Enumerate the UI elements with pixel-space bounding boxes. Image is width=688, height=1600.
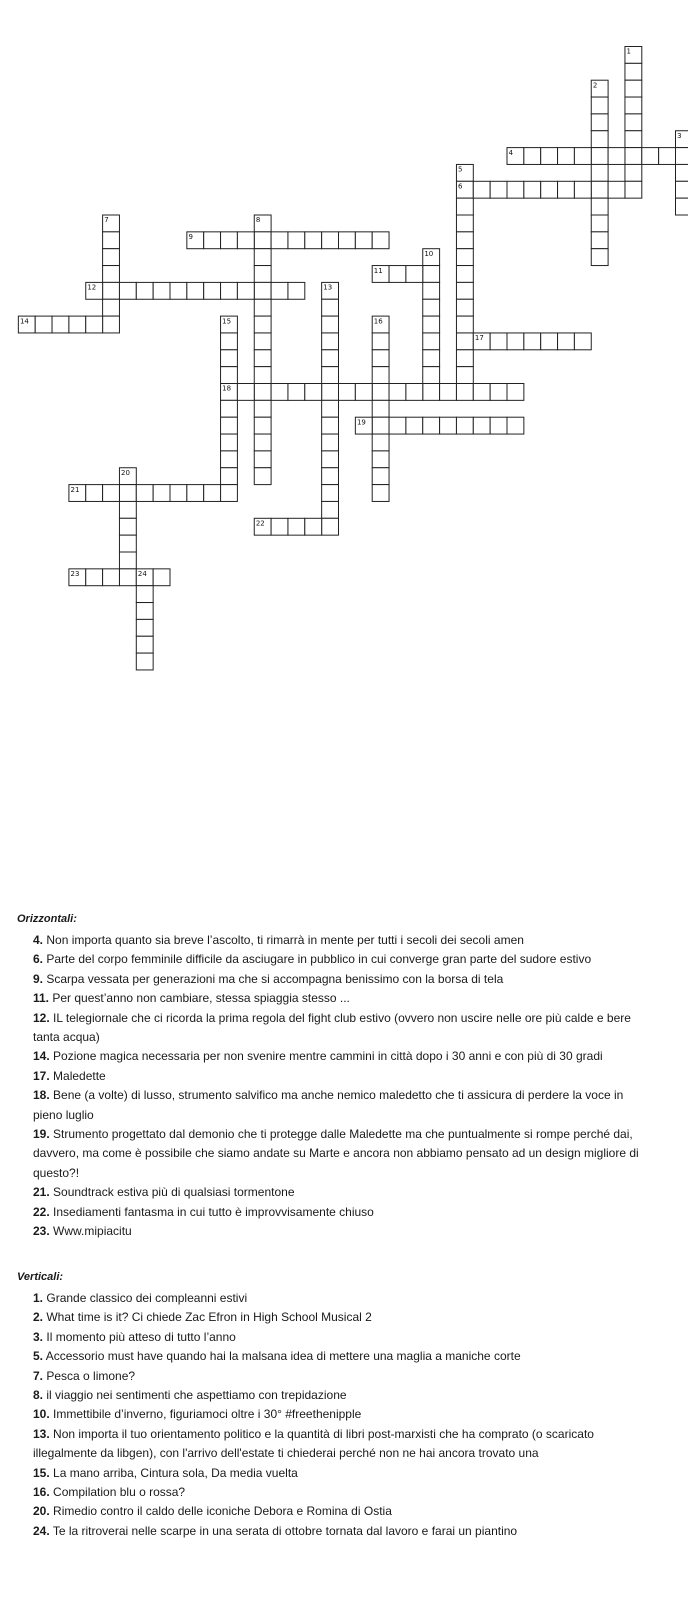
grid-cell[interactable]: [288, 384, 305, 401]
grid-cell[interactable]: [676, 198, 688, 215]
clue-text: Pesca o limone?: [46, 1368, 136, 1383]
clue-text: Accessorio must have quando hai la malsana idea di mettere una maglia a maniche corte: [45, 1349, 521, 1364]
clue-number: 21.: [33, 1185, 50, 1200]
grid-cell[interactable]: [591, 164, 608, 181]
grid-cell[interactable]: [187, 282, 204, 299]
grid-cell[interactable]: [541, 181, 558, 198]
grid-cell[interactable]: [322, 518, 339, 535]
cell-number: 19: [356, 418, 366, 427]
cell-number: 22: [255, 519, 265, 528]
clue-number: 7.: [33, 1368, 44, 1383]
grid-cell[interactable]: [490, 181, 507, 198]
grid-cell[interactable]: [389, 266, 406, 283]
down-clue-10: [33, 1405, 650, 1424]
across-clue-11: [33, 989, 650, 1008]
grid-cell[interactable]: [170, 485, 187, 502]
grid-cell[interactable]: [456, 215, 473, 232]
grid-cell[interactable]: [322, 501, 339, 518]
grid-cell[interactable]: [271, 518, 288, 535]
cell-number: 8: [255, 216, 261, 225]
cell-number: 9: [188, 233, 193, 242]
grid-cell[interactable]: [322, 468, 339, 485]
grid-cell[interactable]: [507, 417, 524, 434]
grid-cell[interactable]: [103, 299, 120, 316]
grid-cell[interactable]: [136, 653, 153, 670]
grid-cell[interactable]: [625, 164, 642, 181]
clue-number: 24.: [33, 1523, 50, 1538]
clue-number: 18.: [33, 1088, 50, 1103]
grid-cell[interactable]: [221, 333, 238, 350]
grid-cell[interactable]: [339, 232, 356, 249]
grid-cell[interactable]: [440, 417, 457, 434]
clue-number: 11.: [33, 991, 50, 1006]
grid-cell[interactable]: [591, 232, 608, 249]
grid-cell[interactable]: [170, 282, 187, 299]
grid-cell[interactable]: [456, 266, 473, 283]
clue-text: Non importa quanto sia breve l’ascolto, ti rimarrà in mente per tutti i secoli dei secoli amen: [46, 933, 524, 947]
grid-cell[interactable]: [103, 282, 120, 299]
grid-cell[interactable]: [254, 282, 271, 299]
clue-number: 3.: [33, 1329, 44, 1344]
down-clue-24: [33, 1522, 650, 1541]
grid-cell[interactable]: [440, 384, 457, 401]
cell-number: 13: [323, 283, 333, 292]
grid-cell[interactable]: [625, 97, 642, 114]
grid-cell[interactable]: [86, 569, 103, 586]
grid-cell[interactable]: [456, 299, 473, 316]
grid-cell[interactable]: [69, 316, 86, 333]
across-clue-9: [33, 970, 650, 989]
clue-text: Bene (a volte) di lusso, strumento salvifico ma anche nemico maledetto che ti assicura di perdere la voce in pieno luglio: [33, 1088, 624, 1122]
grid-cell[interactable]: [524, 333, 541, 350]
cell-number: 17: [474, 334, 484, 343]
grid-cell[interactable]: [136, 636, 153, 653]
down-heading: Verticali:: [17, 1271, 64, 1283]
grid-cell[interactable]: [389, 417, 406, 434]
grid-cell[interactable]: [322, 232, 339, 249]
down-clue-13: [33, 1425, 650, 1464]
down-clue-3: [33, 1328, 650, 1347]
grid-cell[interactable]: [322, 434, 339, 451]
grid-cell[interactable]: [456, 350, 473, 367]
clue-number: 12.: [33, 1010, 50, 1025]
clue-number: 23.: [33, 1224, 50, 1239]
grid-cell[interactable]: [322, 316, 339, 333]
grid-cell[interactable]: [625, 80, 642, 97]
down-clue-5: [33, 1347, 650, 1366]
grid-cell[interactable]: [136, 586, 153, 603]
down-clue-1: [33, 1289, 650, 1308]
clue-text: Immettibile d’inverno, figuriamoci oltre i 30° #freethenipple: [53, 1407, 362, 1422]
clue-number: 10.: [33, 1407, 50, 1422]
across-clue-17: [33, 1067, 650, 1086]
grid-cell[interactable]: [591, 148, 608, 165]
cell-number: 2: [592, 81, 598, 90]
grid-cell[interactable]: [136, 485, 153, 502]
grid-cell[interactable]: [423, 333, 440, 350]
grid-cell[interactable]: [625, 63, 642, 80]
grid-cell[interactable]: [456, 232, 473, 249]
grid-cell[interactable]: [676, 164, 688, 181]
grid-cell[interactable]: [103, 569, 120, 586]
grid-cell[interactable]: [322, 367, 339, 384]
grid-cell[interactable]: [237, 232, 254, 249]
down-clue-8: [33, 1386, 650, 1405]
grid-cell[interactable]: [558, 333, 575, 350]
grid-cell[interactable]: [153, 485, 170, 502]
grid-cell[interactable]: [136, 603, 153, 620]
cell-number: 21: [70, 485, 80, 494]
grid-cell[interactable]: [271, 232, 288, 249]
clue-number: 4.: [33, 933, 44, 947]
clue-text: Il momento più atteso di tutto l’anno: [46, 1329, 236, 1344]
grid-cell[interactable]: [103, 266, 120, 283]
down-clue-list: [0, 1289, 688, 1541]
grid-cell[interactable]: [608, 181, 625, 198]
grid-cell[interactable]: [676, 181, 688, 198]
grid-cell[interactable]: [507, 384, 524, 401]
clue-number: 19.: [33, 1127, 50, 1142]
down-clue-16: [33, 1483, 650, 1502]
grid-cell[interactable]: [456, 282, 473, 299]
cell-number: 18: [222, 384, 232, 393]
grid-cell[interactable]: [591, 215, 608, 232]
grid-cell[interactable]: [558, 181, 575, 198]
grid-cell[interactable]: [136, 619, 153, 636]
grid-cell[interactable]: [406, 417, 423, 434]
grid-cell[interactable]: [490, 333, 507, 350]
grid-cell[interactable]: [625, 114, 642, 131]
grid-cell[interactable]: [389, 384, 406, 401]
grid-cell[interactable]: [119, 485, 136, 502]
grid-cell[interactable]: [221, 417, 238, 434]
grid-cell[interactable]: [355, 384, 372, 401]
cell-number: 5: [458, 165, 463, 174]
grid-cell[interactable]: [204, 232, 221, 249]
across-clue-23: [33, 1222, 650, 1241]
across-heading: Orizzontali:: [17, 913, 77, 925]
clue-text: Grande classico dei compleanni estivi: [46, 1291, 248, 1305]
grid-cell[interactable]: [322, 485, 339, 502]
grid-cell[interactable]: [35, 316, 52, 333]
across-clue-4: [33, 931, 650, 950]
grid-cell[interactable]: [288, 232, 305, 249]
grid-cell[interactable]: [423, 299, 440, 316]
grid-cell[interactable]: [254, 384, 271, 401]
grid-cell[interactable]: [372, 417, 389, 434]
clue-text: Non importa il tuo orientamento politico e la quantità di libri post-marxisti che ha comprato (o scaricato illegalmente da libgen), con l'arrivo dell'estate ti chiederai perché non ne hai ancora trovato una: [33, 1426, 594, 1461]
grid-cell[interactable]: [322, 417, 339, 434]
grid-cell[interactable]: [254, 468, 271, 485]
down-clue-15: [33, 1464, 650, 1483]
clue-text: Compilation blu o rossa?: [53, 1485, 186, 1500]
grid-cell[interactable]: [254, 350, 271, 367]
clue-text: La mano arriba, Cintura sola, Da media vuelta: [53, 1465, 298, 1480]
grid-cell[interactable]: [423, 266, 440, 283]
grid-cell[interactable]: [423, 417, 440, 434]
grid-cell[interactable]: [541, 333, 558, 350]
grid-cell[interactable]: [456, 316, 473, 333]
grid-cell[interactable]: [254, 249, 271, 266]
grid-cell[interactable]: [423, 384, 440, 401]
down-clue-2: [33, 1308, 650, 1327]
cell-number: 20: [121, 468, 130, 477]
clue-number: 15.: [33, 1465, 50, 1480]
grid-cell[interactable]: [591, 97, 608, 114]
across-clue-14: [33, 1047, 650, 1066]
grid-cell[interactable]: [339, 384, 356, 401]
grid-cell[interactable]: [676, 148, 688, 165]
across-clue-6: [33, 950, 650, 969]
grid-cell[interactable]: [423, 350, 440, 367]
clue-text: Scarpa vessata per generazioni ma che si accompagna benissimo con la borsa di tela: [46, 971, 504, 986]
grid-cell[interactable]: [423, 316, 440, 333]
clue-text: Strumento progettato dal demonio che ti protegge dalle Maledette ma che puntualmente si rompe perché dai, davvero, ma come è possibile che siamo andate su Marte e ancora non abbiamo pensato ad un design migliore di questo?!: [33, 1127, 639, 1180]
grid-cell[interactable]: [372, 367, 389, 384]
cell-number: 12: [87, 283, 97, 292]
clue-text: Parte del corpo femminile difficile da asciugare in pubblico in cui converge gran parte del sudore estivo: [46, 952, 592, 967]
grid-cell[interactable]: [524, 181, 541, 198]
clue-text: Per quest’anno non cambiare, stessa spiaggia stesso ...: [52, 991, 350, 1006]
grid-cell[interactable]: [86, 485, 103, 502]
grid-cell[interactable]: [322, 451, 339, 468]
grid-cell[interactable]: [456, 367, 473, 384]
grid-cell[interactable]: [271, 282, 288, 299]
grid-cell[interactable]: [254, 299, 271, 316]
clue-text: Www.mipiacitu: [53, 1224, 132, 1239]
grid-cell[interactable]: [254, 434, 271, 451]
grid-cell[interactable]: [372, 451, 389, 468]
grid-cell[interactable]: [221, 485, 238, 502]
grid-cell[interactable]: [305, 232, 322, 249]
grid-cell[interactable]: [322, 384, 339, 401]
clue-number: 5.: [33, 1349, 44, 1364]
grid-cell[interactable]: [406, 266, 423, 283]
clue-number: 2.: [33, 1310, 44, 1325]
grid-cell[interactable]: [119, 569, 136, 586]
across-clues: [0, 913, 688, 1242]
grid-cell[interactable]: [187, 485, 204, 502]
grid-cell[interactable]: [254, 400, 271, 417]
grid-cell[interactable]: [221, 400, 238, 417]
grid-cell[interactable]: [507, 333, 524, 350]
cell-number: 10: [424, 249, 434, 258]
grid-cell[interactable]: [372, 468, 389, 485]
grid-cell[interactable]: [322, 333, 339, 350]
grid-cell[interactable]: [254, 232, 271, 249]
cell-number: 16: [373, 317, 383, 326]
grid-cell[interactable]: [254, 316, 271, 333]
clue-text: Soundtrack estiva più di qualsiasi tormentone: [53, 1185, 295, 1200]
clue-number: 1.: [33, 1291, 44, 1305]
grid-cell[interactable]: [305, 384, 322, 401]
grid-cell[interactable]: [591, 249, 608, 266]
cell-number: 23: [70, 570, 80, 579]
grid-cell[interactable]: [288, 518, 305, 535]
grid-cell[interactable]: [625, 131, 642, 148]
grid-cell[interactable]: [119, 552, 136, 569]
grid-cell[interactable]: [119, 535, 136, 552]
grid-cell[interactable]: [237, 384, 254, 401]
grid-cell[interactable]: [642, 148, 659, 165]
grid-cell[interactable]: [204, 282, 221, 299]
across-clue-19: [33, 1125, 650, 1183]
grid-cell[interactable]: [372, 333, 389, 350]
clue-text: IL telegiornale che ci ricorda la prima regola del fight club estivo (ovvero non uscire nelle ore più calde e bere tanta acqua): [33, 1010, 631, 1045]
grid-cell[interactable]: [103, 249, 120, 266]
clue-text: Pozione magica necessaria per non svenire mentre cammini in città dopo i 30 anni e con più di 30 gradi: [53, 1049, 603, 1064]
grid-cell[interactable]: [574, 181, 591, 198]
grid-cell[interactable]: [406, 384, 423, 401]
grid-cell[interactable]: [490, 384, 507, 401]
grid-cell[interactable]: [591, 114, 608, 131]
clue-number: 16.: [33, 1485, 50, 1500]
across-clue-22: [33, 1203, 650, 1222]
grid-cell[interactable]: [591, 198, 608, 215]
grid-cell[interactable]: [574, 333, 591, 350]
grid-cell[interactable]: [456, 249, 473, 266]
grid-cell[interactable]: [221, 350, 238, 367]
grid-cell[interactable]: [322, 400, 339, 417]
grid-cell[interactable]: [456, 384, 473, 401]
cell-number: 7: [104, 216, 109, 225]
grid-cell[interactable]: [153, 569, 170, 586]
grid-cell[interactable]: [372, 232, 389, 249]
grid-cell[interactable]: [490, 417, 507, 434]
clue-number: 20.: [33, 1504, 50, 1519]
grid-cell[interactable]: [625, 181, 642, 198]
clue-number: 22.: [33, 1204, 50, 1219]
clue-text: Maledette: [53, 1068, 106, 1083]
grid-cell[interactable]: [288, 282, 305, 299]
down-clues: [0, 1271, 688, 1541]
grid-cell[interactable]: [574, 148, 591, 165]
grid-cell[interactable]: [204, 485, 221, 502]
grid-cell[interactable]: [271, 384, 288, 401]
grid-cell[interactable]: [221, 282, 238, 299]
grid-cell[interactable]: [558, 148, 575, 165]
clue-text: Te la ritroverai nelle scarpe in una serata di ottobre tornata dal lavoro e farai un piantino: [52, 1523, 518, 1538]
grid-cell[interactable]: [507, 181, 524, 198]
cell-number: 14: [19, 317, 29, 326]
clue-text: il viaggio nei sentimenti che aspettiamo con trepidazione: [46, 1388, 347, 1403]
grid-cell[interactable]: [608, 148, 625, 165]
cell-number: 11: [373, 266, 383, 275]
grid-cell[interactable]: [254, 451, 271, 468]
grid-cell[interactable]: [52, 316, 69, 333]
grid-cell[interactable]: [456, 198, 473, 215]
grid-cell[interactable]: [473, 417, 490, 434]
across-clue-21: [33, 1183, 650, 1202]
grid-cell[interactable]: [372, 434, 389, 451]
grid-cell[interactable]: [591, 181, 608, 198]
down-clue-20: [33, 1502, 650, 1521]
grid-cell[interactable]: [103, 316, 120, 333]
grid-cell[interactable]: [254, 333, 271, 350]
grid-cell[interactable]: [119, 282, 136, 299]
cell-number: 1: [626, 47, 632, 56]
cell-number: 15: [222, 317, 232, 326]
grid-cell[interactable]: [456, 417, 473, 434]
grid-cell[interactable]: [86, 316, 103, 333]
clue-text: What time is it? Ci chiede Zac Efron in High School Musical 2: [46, 1310, 372, 1325]
grid-cell[interactable]: [221, 232, 238, 249]
grid-cell[interactable]: [254, 367, 271, 384]
clue-text: Insediamenti fantasma in cui tutto è improvvisamente chiuso: [53, 1204, 374, 1219]
grid-cell[interactable]: [372, 350, 389, 367]
clue-number: 8.: [33, 1388, 44, 1403]
grid-cell[interactable]: [322, 299, 339, 316]
grid-cell[interactable]: [541, 148, 558, 165]
clue-number: 17.: [33, 1068, 50, 1083]
grid-cell[interactable]: [221, 468, 238, 485]
across-clue-18: [33, 1086, 650, 1125]
across-clue-12: [33, 1009, 650, 1048]
grid-cell[interactable]: [372, 384, 389, 401]
grid-cell[interactable]: [625, 148, 642, 165]
grid-cell[interactable]: [136, 282, 153, 299]
grid-cell[interactable]: [372, 400, 389, 417]
grid-cell[interactable]: [456, 333, 473, 350]
grid-cell[interactable]: [423, 282, 440, 299]
down-clue-7: [33, 1367, 650, 1386]
grid-cell[interactable]: [372, 485, 389, 502]
grid-cell[interactable]: [473, 384, 490, 401]
grid-cell[interactable]: [591, 131, 608, 148]
cell-number: 4: [508, 148, 514, 157]
grid-cell[interactable]: [119, 518, 136, 535]
clue-number: 6.: [33, 952, 44, 967]
grid-cell[interactable]: [237, 282, 254, 299]
grid-cell[interactable]: [524, 148, 541, 165]
grid-cell[interactable]: [322, 350, 339, 367]
grid-cell[interactable]: [221, 367, 238, 384]
clue-number: 13.: [33, 1426, 50, 1441]
clue-text: Rimedio contro il caldo delle iconiche Debora e Romina di Ostia: [53, 1504, 392, 1519]
cell-number: 24: [137, 570, 147, 579]
clue-number: 9.: [33, 971, 44, 986]
grid-cell[interactable]: [103, 485, 120, 502]
cell-number: 3: [677, 131, 682, 140]
grid-cell[interactable]: [221, 451, 238, 468]
grid-cell[interactable]: [103, 232, 120, 249]
grid-cell[interactable]: [423, 367, 440, 384]
grid-cell[interactable]: [254, 417, 271, 434]
clue-number: 14.: [33, 1049, 50, 1064]
grid-cell[interactable]: [355, 232, 372, 249]
grid-cell[interactable]: [221, 434, 238, 451]
grid-cell[interactable]: [153, 282, 170, 299]
across-clue-list: [0, 931, 688, 1242]
grid-cell[interactable]: [119, 501, 136, 518]
cell-number: 6: [458, 182, 463, 191]
grid-cell[interactable]: [659, 148, 676, 165]
grid-cell[interactable]: [254, 266, 271, 283]
grid-cell[interactable]: [473, 181, 490, 198]
grid-cell[interactable]: [305, 518, 322, 535]
